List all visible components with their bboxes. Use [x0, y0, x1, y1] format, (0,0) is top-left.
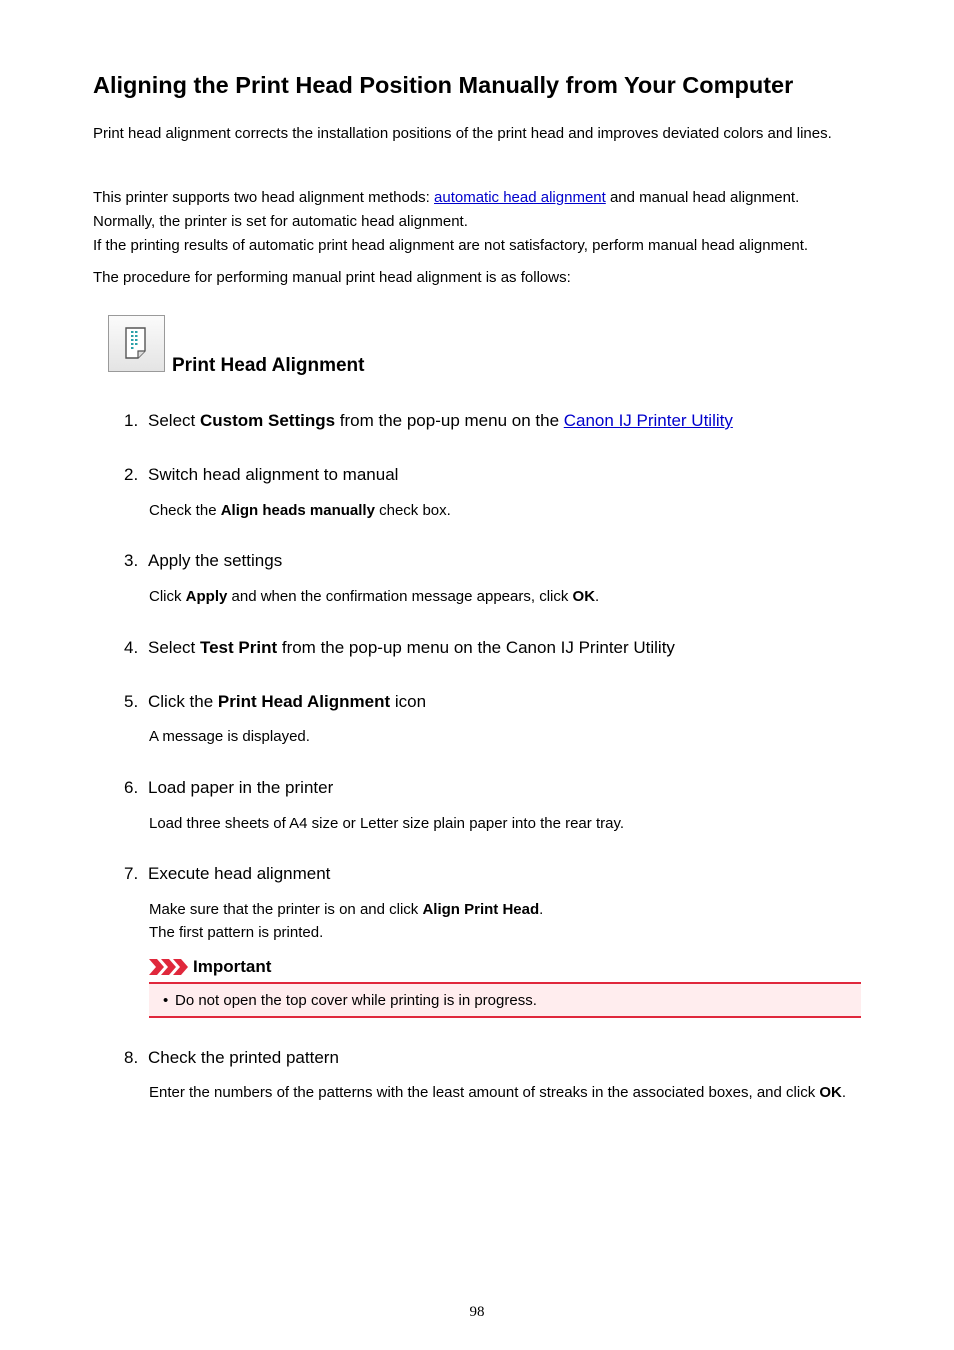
- important-header: [149, 954, 271, 980]
- step-text: Check the printed pattern: [148, 1048, 339, 1067]
- step-number: 3.: [124, 551, 139, 570]
- step-3-description: [149, 585, 869, 608]
- intro-text-2b: and manual head alignment.: [605, 189, 800, 206]
- desc-text: The first pattern is printed.: [149, 924, 324, 941]
- section-title: Print Head Alignment: [172, 355, 365, 376]
- step-8-description: [149, 1081, 869, 1104]
- desc-text: check box.: [374, 502, 451, 519]
- important-item-text: Do not open the top cover while printing is in progress.: [175, 992, 537, 1009]
- step-number: 1.: [124, 411, 139, 430]
- step-number: 6.: [124, 778, 139, 797]
- step-4: [124, 636, 675, 660]
- desc-bold: Apply: [185, 588, 228, 605]
- desc-text: and when the confirmation message appears, click: [227, 588, 573, 605]
- desc-text: .: [539, 901, 544, 918]
- step-5: [124, 690, 426, 714]
- step-number: 2.: [124, 465, 139, 484]
- step-8: [124, 1046, 339, 1070]
- intro-text-3: The procedure for performing manual print head alignment is as follows:: [93, 269, 571, 286]
- step-text: Select: [148, 411, 200, 430]
- step-3: [124, 549, 282, 573]
- step-number: 5.: [124, 692, 139, 711]
- desc-bold: OK: [819, 1084, 842, 1101]
- desc-text: .: [595, 588, 600, 605]
- step-bold: Print Head Alignment: [217, 692, 391, 711]
- important-label: Important: [193, 957, 272, 976]
- automatic-head-alignment-link[interactable]: automatic head alignment: [434, 189, 606, 206]
- desc-bold: Align Print Head: [422, 901, 540, 918]
- intro-text-1: Print head alignment corrects the installation positions of the print head and improves deviated colors and lines.: [93, 125, 832, 142]
- desc-text: .: [841, 1084, 847, 1101]
- desc-bold: OK: [572, 588, 596, 605]
- step-6: [124, 776, 333, 800]
- step-number: 8.: [124, 1048, 139, 1067]
- step-7-description: [149, 898, 869, 944]
- step-text: Load paper in the printer: [148, 778, 334, 797]
- intro-paragraph-1: [93, 122, 873, 146]
- step-6-description: Load three sheets of A4 size or Letter size plain paper into the rear tray.: [149, 815, 624, 832]
- step-text: Click the: [148, 692, 218, 711]
- step-number: 4.: [124, 638, 139, 657]
- intro-text-2c: Normally, the printer is set for automatic head alignment.: [93, 213, 468, 230]
- bullet-mark: •: [163, 992, 169, 1009]
- page-number: 98: [469, 1304, 485, 1320]
- intro-paragraph-2: [93, 186, 873, 258]
- desc-bold: Align heads manually: [220, 502, 375, 519]
- step-text: Switch head alignment to manual: [148, 465, 399, 484]
- desc-text: Check the: [149, 502, 221, 519]
- step-1: [124, 409, 733, 433]
- step-5-description: A message is displayed.: [149, 728, 310, 745]
- step-text: Execute head alignment: [148, 864, 331, 883]
- page-title: Aligning the Print Head Position Manually from Your Computer: [93, 72, 794, 98]
- step-text: from the pop-up menu on the: [335, 411, 564, 430]
- step-text: icon: [390, 692, 427, 711]
- step-text: Select: [148, 638, 200, 657]
- step-2-description: [149, 499, 869, 522]
- step-2: [124, 463, 398, 487]
- intro-text-2d: If the printing results of automatic print head alignment are not satisfactory, perform manual head alignment.: [93, 237, 809, 254]
- list-item: [163, 991, 537, 1011]
- desc-text: Make sure that the printer is on and click: [149, 901, 423, 918]
- desc-text: Enter the numbers of the patterns with the least amount of streaks in the associated boxes, and click: [149, 1084, 820, 1101]
- important-box: [149, 982, 861, 1018]
- step-text: from the pop-up menu on the Canon IJ Printer Utility: [277, 638, 675, 657]
- step-number: 7.: [124, 864, 139, 883]
- intro-paragraph-3: [93, 266, 873, 290]
- print-head-alignment-icon: [108, 315, 165, 372]
- step-bold: Test Print: [199, 638, 278, 657]
- step-bold: Custom Settings: [199, 411, 336, 430]
- step-7: [124, 862, 330, 886]
- desc-text: Click: [149, 588, 186, 605]
- canon-ij-printer-utility-link[interactable]: Canon IJ Printer Utility: [563, 411, 733, 430]
- intro-text-2a: This printer supports two head alignment methods:: [93, 189, 435, 206]
- important-chevrons-icon: [149, 959, 189, 975]
- step-text: Apply the settings: [148, 551, 283, 570]
